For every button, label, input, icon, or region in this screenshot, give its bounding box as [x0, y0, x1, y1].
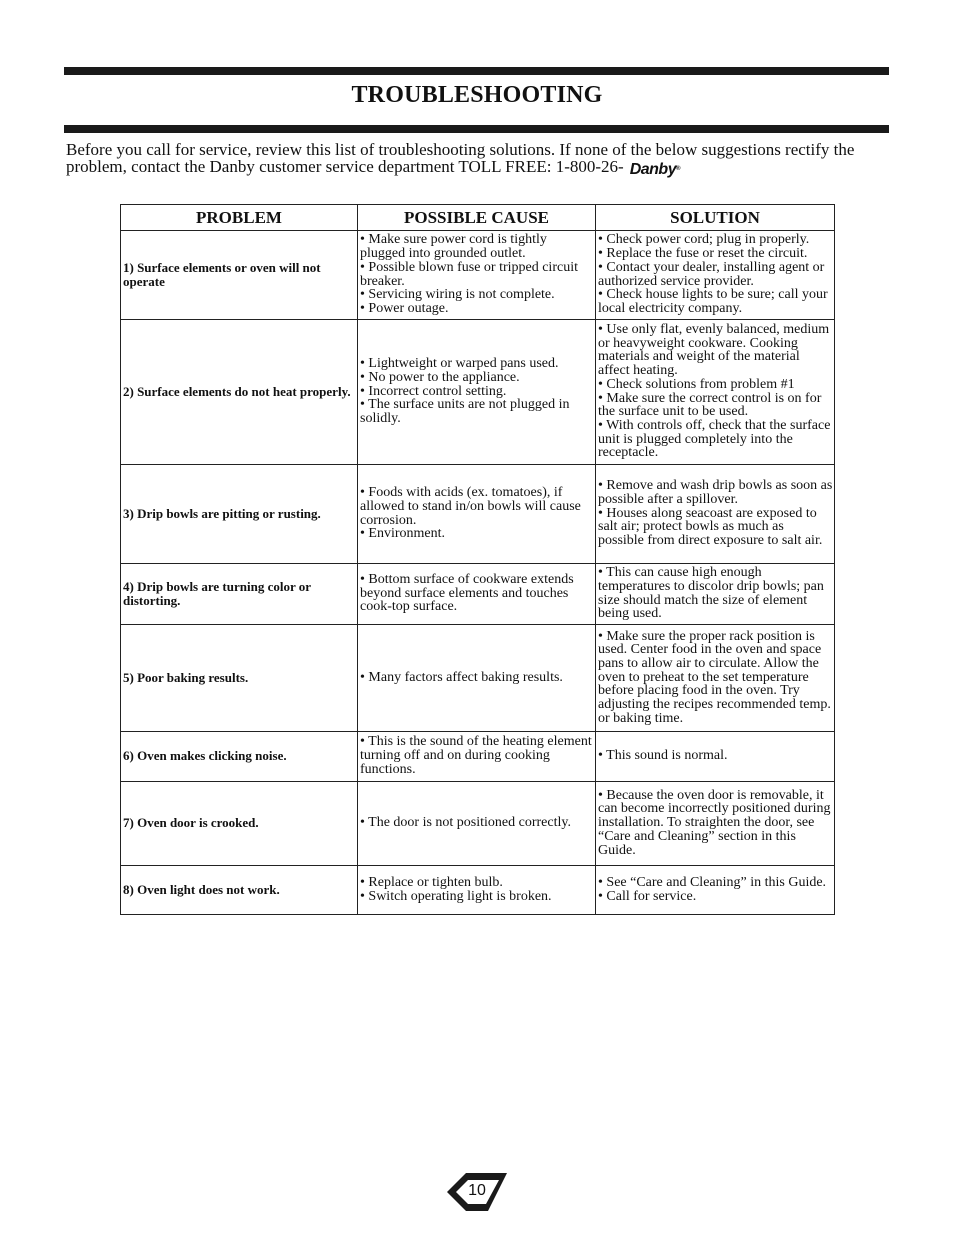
problem-cell: 2) Surface elements do not heat properly. — [121, 320, 358, 465]
solution-item: • Make sure the correct control is on for the surface unit to be used. — [598, 390, 822, 420]
solution-item: • Houses along seacoast are exposed to salt air; protect bowls as much as possible from direct exposure to salt air. — [598, 505, 823, 549]
cause-cell — [358, 465, 596, 564]
danby-logo-text: Danby — [629, 161, 677, 178]
table-row — [121, 782, 835, 866]
cause-item: • Servicing wiring is not complete. — [360, 287, 555, 303]
table-header-row — [121, 205, 835, 231]
solution-cell — [596, 866, 835, 915]
solution-item: • With controls off, check that the surface unit is plugged completely into the receptacle. — [598, 417, 831, 461]
page-title: TROUBLESHOOTING — [351, 82, 603, 108]
cause-item: • Lightweight or warped pans used. — [360, 356, 559, 372]
cause-cell — [358, 564, 596, 625]
page-number: 10 — [468, 1182, 486, 1199]
solution-item: • Check solutions from problem #1 — [598, 376, 795, 392]
cause-item: • Many factors affect baking results. — [360, 669, 563, 685]
problem-cell: 4) Drip bowls are turning color or distorting. — [121, 564, 358, 625]
cause-item: • Bottom surface of cookware extends beyond surface elements and touches cook-top surface. — [360, 571, 574, 615]
page-number-badge — [447, 1173, 507, 1211]
troubleshooting-table — [120, 204, 835, 915]
solution-item: • Replace the fuse or reset the circuit. — [598, 246, 808, 262]
table-row — [121, 465, 835, 564]
intro-text: Before you call for service, review this list of troubleshooting solutions. If none of the below suggestions rectify the problem, contact the Danby customer service department TOLL FREE: 1-800-26- — [66, 140, 855, 176]
solution-item: • Remove and wash drip bowls as soon as possible after a spillover. — [598, 478, 833, 507]
solution-item: • Call for service. — [598, 888, 697, 904]
cause-cell — [358, 866, 596, 915]
cause-item: • This is the sound of the heating element turning off and on during cooking functions. — [360, 734, 592, 777]
solution-cell — [596, 625, 835, 732]
solution-item: • This sound is normal. — [598, 748, 728, 764]
title-underline-rule — [64, 125, 889, 133]
solution-cell — [596, 564, 835, 625]
solution-item: • Because the oven door is removable, it can become incorrectly positioned during installation. To straighten the door, see “Care and Cleaning” section in this Guide. — [598, 787, 831, 858]
danby-logo — [630, 161, 680, 178]
problem-cell: 5) Poor baking results. — [121, 625, 358, 732]
cause-item: • Power outage. — [360, 300, 449, 316]
table-row — [121, 564, 835, 625]
cause-item: • Switch operating light is broken. — [360, 888, 552, 904]
table-row — [121, 732, 835, 782]
solution-item: • Check power cord; plug in properly. — [598, 232, 810, 248]
table-row — [121, 625, 835, 732]
header-possible-cause: POSSIBLE CAUSE — [358, 205, 596, 231]
cause-item: • No power to the appliance. — [360, 369, 520, 385]
problem-cell: 6) Oven makes clicking noise. — [121, 732, 358, 782]
cause-item: • The door is not positioned correctly. — [360, 815, 571, 831]
header-solution: SOLUTION — [596, 205, 835, 231]
header-problem: PROBLEM — [121, 205, 358, 231]
table-body — [121, 231, 835, 915]
cause-item: • Environment. — [360, 526, 445, 542]
cause-item: • Possible blown fuse or tripped circuit breaker. — [360, 259, 578, 289]
table-row — [121, 866, 835, 915]
cause-item: • Foods with acids (ex. tomatoes), if allowed to stand in/on bowls will cause corrosion. — [360, 485, 581, 528]
solution-item: • This can cause high enough temperatures to discolor drip bowls; pan size should match the size of element being used. — [598, 565, 824, 622]
problem-cell: 3) Drip bowls are pitting or rusting. — [121, 465, 358, 564]
solution-item: • Use only flat, evenly balanced, medium or heavyweight cookware. Cooking materials and weight of the material affect heating. — [598, 321, 830, 379]
top-rule — [64, 67, 889, 75]
solution-item: • Check house lights to be sure; call your local electricity company. — [598, 287, 828, 316]
registered-mark: ® — [676, 166, 681, 172]
cause-cell — [358, 231, 596, 320]
problem-cell: 1) Surface elements or oven will not operate — [121, 231, 358, 320]
cause-cell — [358, 320, 596, 465]
intro-paragraph — [66, 141, 866, 178]
problem-cell: 8) Oven light does not work. — [121, 866, 358, 915]
table-row — [121, 320, 835, 465]
cause-item: • The surface units are not plugged in solidly. — [360, 397, 570, 427]
solution-item: • Make sure the proper rack position is used. Center food in the oven and space pans to allow air to circulate. Allow the oven to preheat to the set temperature before placing food in the oven. Try adjusting the recipes recommended temp. or baking time. — [598, 628, 831, 726]
cause-cell — [358, 782, 596, 866]
problem-cell: 7) Oven door is crooked. — [121, 782, 358, 866]
solution-item: • Contact your dealer, installing agent or authorized service provider. — [598, 259, 825, 289]
solution-cell — [596, 231, 835, 320]
table-row — [121, 231, 835, 320]
cause-cell — [358, 732, 596, 782]
solution-cell — [596, 732, 835, 782]
cause-item: • Make sure power cord is tightly plugged into grounded outlet. — [360, 232, 547, 262]
solution-cell — [596, 782, 835, 866]
solution-cell — [596, 465, 835, 564]
cause-item: • Replace or tighten bulb. — [360, 874, 503, 890]
cause-cell — [358, 625, 596, 732]
cause-item: • Incorrect control setting. — [360, 383, 507, 399]
solution-item: • See “Care and Cleaning” in this Guide. — [598, 874, 827, 890]
solution-cell — [596, 320, 835, 465]
